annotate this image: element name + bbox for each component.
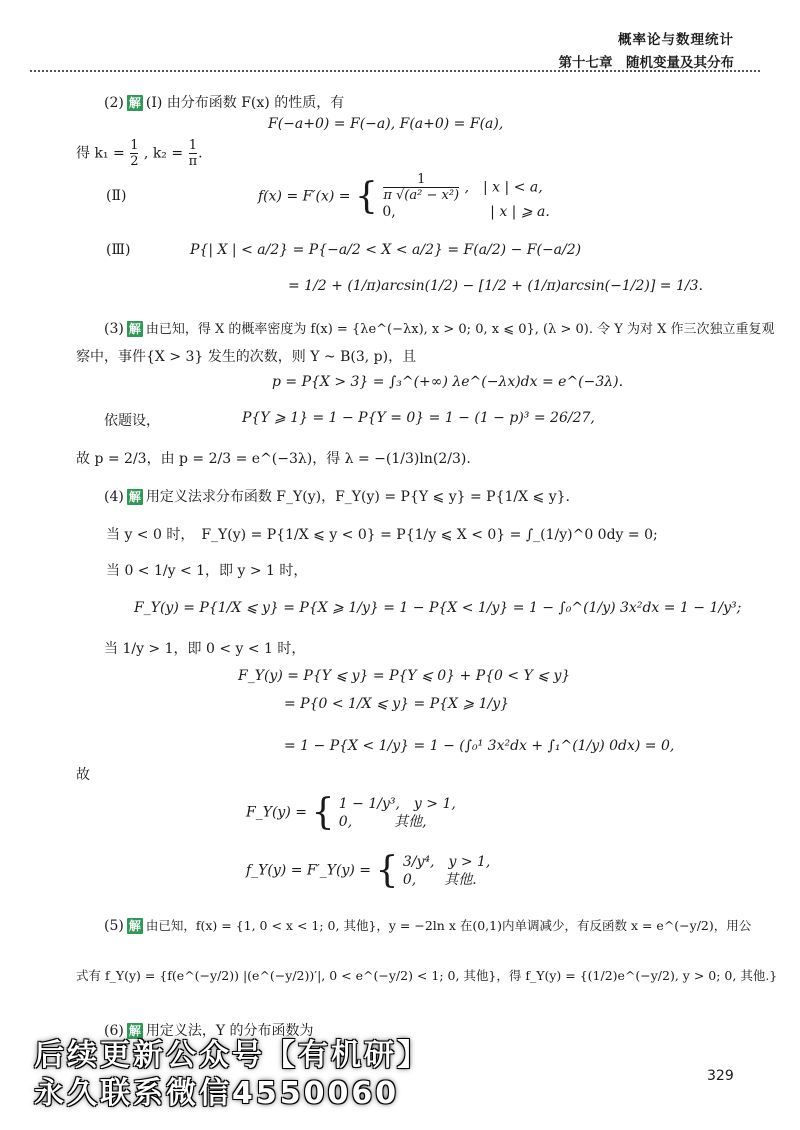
solution-tag: 解 [128,490,141,504]
p4-line6: F_Y(y) = P{Y ⩽ y} = P{Y ⩽ 0} + P{0 < Y ⩽ y} [238,668,571,684]
k1-numerator: 1 [130,138,139,153]
FY-case-list [339,795,456,831]
p2-result: 得 k₁ = $\frac{1}{2}$ , k₂ = $\frac{1}{\pi}$ . [76,138,203,169]
book-title: 概率论与数理统计 [618,32,734,48]
f-cases [382,172,549,221]
solution-tag: 解 [128,1024,141,1038]
p3-line5: 故 p = 2/3，由 p = 2/3 = e^(−3λ)，得 λ = −(1/3)ln(2/3). [76,451,471,467]
p4-fY-cases [246,850,490,891]
p2-part2-eq [258,172,550,221]
p4-line2: 当 y < 0 时， F_Y(y) = P{1/X ⩽ y < 0} = P{1/y ⩽ X < 0} = ∫_(1/y)^0 0dy = 0; [106,527,658,543]
p5-line1 [104,916,751,934]
k1-fraction [130,138,138,169]
solution-tag: 解 [128,322,141,336]
p3-number: (3) [104,321,124,337]
p6-text1: 用定义法，Y 的分布函数为 [145,1023,314,1039]
k2-denominator: π [188,154,198,169]
k2-fraction [189,138,198,169]
FY-case2: 0, 其他, [338,813,427,830]
p5-line2: 式有 f_Y(y) = {f(e^(−y/2)) |(e^(−y/2))′|, 0 < e^(−y/2) < 1; 0, 其他}，得 f_Y(y) = {(1/2)e^(−y/2), y > 0; 0, 其他.} [76,968,778,983]
page-number: 329 [707,1068,734,1084]
p3-line4a: 依题设， [104,413,160,429]
case1-condition: , | x | < a, [464,179,543,196]
fY-lhs: f_Y(y) = F′_Y(y) = [246,862,372,879]
p6-number: (6) [104,1023,124,1039]
case1-numerator: 1 [417,172,426,187]
p4-line4: F_Y(y) = P{1/X ⩽ y} = P{X ⩾ 1/y} = 1 − P{X < 1/y} = 1 − ∫₀^(1/y) 3x²dx = 1 − 1/y³; [134,600,742,616]
FY-lhs: F_Y(y) = [246,804,307,821]
case2-value: 0, [382,204,396,220]
left-brace: { [375,850,399,891]
case1-denominator: π √(a² − x²) [383,188,460,203]
p2-part3-line1: P{| X | < a/2} = P{−a/2 < X < a/2} = F(a/2) − F(−a/2) [190,242,582,258]
watermark-line2: 永久联系微信4550060 [34,1076,400,1111]
p2-eq1: F(−a+0) = F(−a), F(a+0) = F(a), [268,116,504,132]
p2-number: (2) [104,95,124,111]
case1-fraction [383,172,459,203]
left-brace: { [354,176,378,217]
solution-tag: 解 [128,96,141,110]
p4-line5: 当 1/y > 1，即 0 < y < 1 时， [104,641,306,657]
p2-intro-line [104,92,344,112]
left-brace: { [311,792,335,833]
fY-case-list [403,853,491,889]
p4-text1: 用定义法求分布函数 F_Y(y)，F_Y(y) = P{Y ⩽ y} = P{1/X ⩽ y}. [145,489,570,505]
running-header [559,28,735,71]
f-lhs: f(x) = F′(x) = [258,188,351,205]
p2-intro: (Ⅰ) 由分布函数 F(x) 的性质，有 [145,95,345,111]
p4-FY-cases [246,792,456,833]
p3-line3: p = P{X > 3} = ∫₃^(+∞) λe^(−λx)dx = e^(−3λ). [272,374,624,390]
case2-condition: | x | ⩾ a. [490,204,550,220]
fY-case1: 3/y⁴, y > 1, [402,853,491,870]
p4-line7: = P{0 < 1/X ⩽ y} = P{X ⩾ 1/y} [284,696,510,712]
p4-line8: = 1 − P{X < 1/y} = 1 − (∫₀¹ 3x²dx + ∫₁^(1/y) 0dx) = 0, [284,738,675,754]
p4-line3: 当 0 < 1/y < 1，即 y > 1 时， [106,563,308,579]
FY-case1: 1 − 1/y³, y > 1, [338,795,456,812]
chapter-title: 第十七章 随机变量及其分布 [558,55,734,71]
p5-number: (5) [104,918,124,934]
p4-number: (4) [104,489,124,505]
header-divider [30,70,760,72]
fY-case2: 0, 其他. [402,871,477,888]
solution-tag: 解 [128,919,141,933]
p5-text1: 由已知，f(x) = {1, 0 < x < 1; 0, 其他}，y = −2ln x 在(0,1)内单调减少，有反函数 x = e^(−y/2)，用公 [145,918,752,933]
watermark-line1: 后续更新公众号【有机研】 [34,1038,430,1073]
k2-prefix: , k₂ = [143,145,184,162]
p3-line4b: P{Y ⩾ 1} = 1 − P{Y = 0} = 1 − (1 − p)³ = 26/27, [242,410,595,426]
k2-numerator: 1 [188,138,197,153]
p3-text1: 由已知，得 X 的概率密度为 f(x) = {λe^(−λx), x > 0; 0, x ⩽ 0}, (λ > 0). 令 Y 为对 X 作三次独立重复观 [145,322,775,337]
p2-part2-label: (Ⅱ) [106,188,127,204]
p2-part3-label: (Ⅲ) [106,242,131,258]
k1-denominator: 2 [130,154,139,169]
p2-part3-line2: = 1/2 + (1/π)arcsin(1/2) − [1/2 + (1/π)arcsin(−1/2)] = 1/3. [288,278,703,294]
p2-result-prefix: 得 k₁ = [76,145,125,162]
p3-line2: 察中，事件{X > 3} 发生的次数，则 Y ~ B(3, p)，且 [76,349,417,365]
p3-line1 [104,318,774,337]
p4-line9: 故 [76,767,90,783]
p4-line1 [104,486,570,506]
